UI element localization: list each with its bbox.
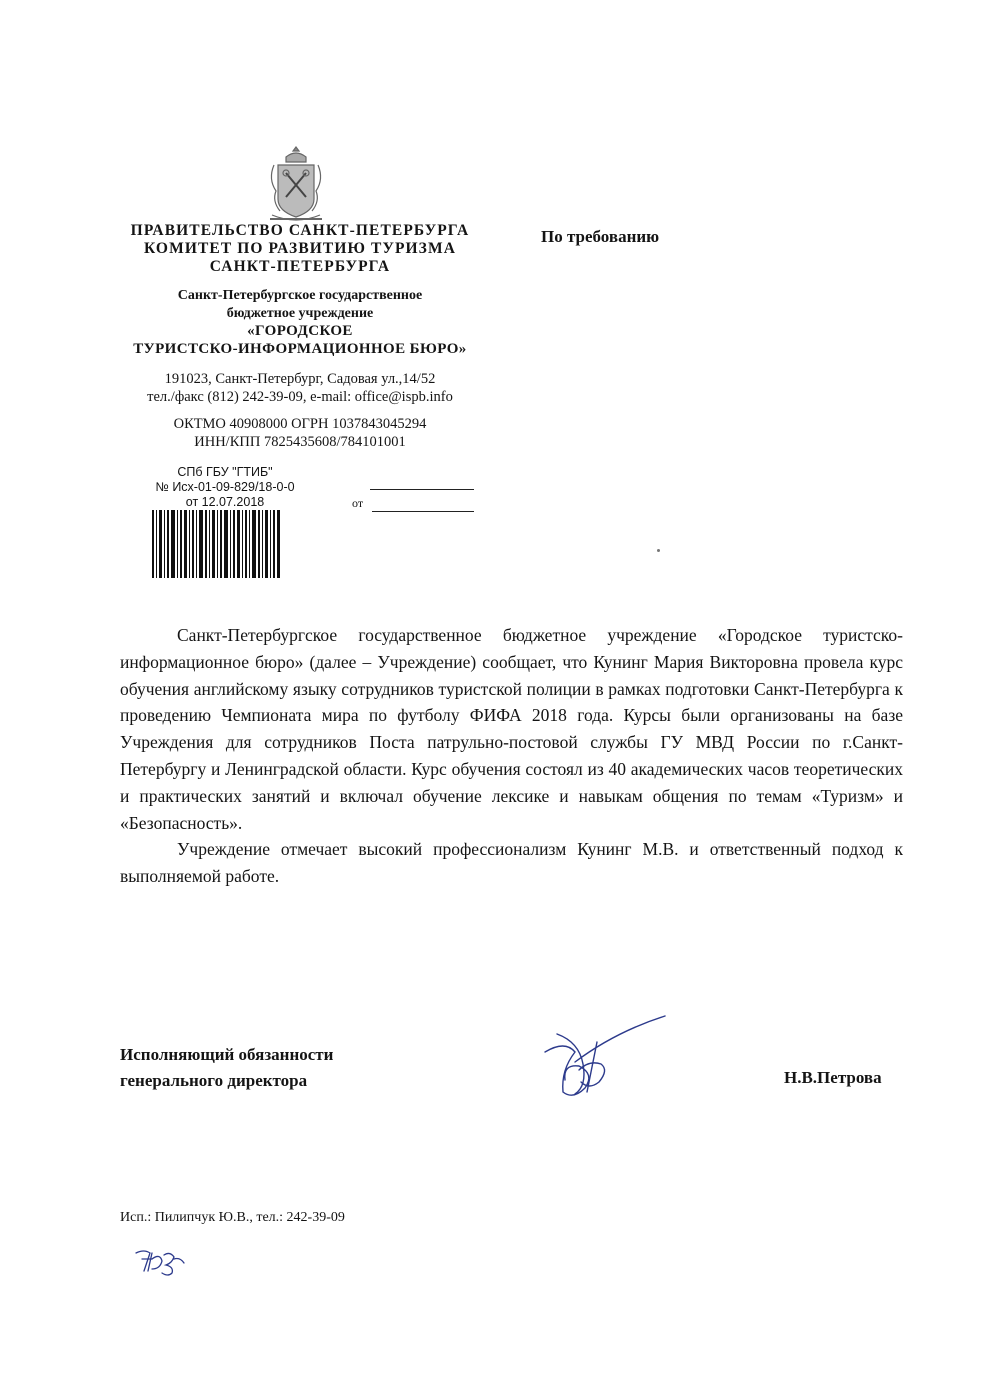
- letter-body: [120, 622, 903, 890]
- stamp-number: № Исх-01-09-829/18-0-0: [155, 480, 295, 494]
- header-codes-inn: ИНН/КПП 7825435608/784101001: [194, 434, 406, 450]
- header-address: 191023, Санкт-Петербург, Садовая ул.,14/52: [164, 371, 436, 387]
- signatory-title-line2: генерального директора: [120, 1071, 308, 1090]
- reference-date-line: [372, 511, 474, 512]
- handwritten-initials: [132, 1245, 187, 1277]
- stamp-organization: СПб ГБУ "ГТИБ": [177, 465, 273, 479]
- signatory-title: [120, 1042, 333, 1094]
- stamp-date: от 12.07.2018: [185, 495, 265, 509]
- body-paragraph-1: Санкт-Петербургское государственное бюджетное учреждение «Городское туристско-информационное бюро» (далее – Учреждение) сообщает, что Кунинг Мария Викторовна провела курс обучения английскому языку сотрудников туристской полиции в рамках подготовки Санкт-Петербурга к проведению Чемпионата мира по футболу ФИФА 2018 года. Курсы были организованы на базе Учреждения для сотрудников Поста патрульно-постовой службы ГУ МВД России по г.Санкт-Петербургу и Ленинградской области. Курс обучения состоял из 40 академических часов теоретических и практических занятий и включал обучение лексике и навыкам общения по темам «Туризм» и «Безопасность».: [120, 625, 903, 833]
- header-government: ПРАВИТЕЛЬСТВО САНКТ-ПЕТЕРБУРГА: [130, 222, 470, 239]
- header-contacts: тел./факс (812) 242-39-09, e-mail: office@ispb.info: [147, 389, 453, 405]
- header-institution-line1: Санкт-Петербургское государственное: [177, 288, 423, 303]
- signatory-title-line1: Исполняющий обязанности: [120, 1045, 334, 1064]
- header-codes-oktmo: ОКТМО 40908000 ОГРН 1037843045294: [173, 416, 427, 432]
- barcode: [152, 510, 280, 578]
- header-institution-line4: ТУРИСТСКО-ИНФОРМАЦИОННОЕ БЮРО»: [133, 341, 467, 357]
- header-committee-city: САНКТ-ПЕТЕРБУРГА: [209, 258, 391, 275]
- signatory-name: Н.В.Петрова: [784, 1068, 882, 1087]
- scan-speck: [657, 549, 660, 552]
- reference-number-line: [370, 489, 474, 490]
- recipient: По требованию: [541, 227, 660, 246]
- header-committee: КОМИТЕТ ПО РАЗВИТИЮ ТУРИЗМА: [143, 240, 456, 257]
- executor-line: Исп.: Пилипчук Ю.В., тел.: 242-39-09: [120, 1210, 345, 1225]
- handwritten-signature: [535, 1012, 675, 1102]
- registration-stamp: [130, 465, 320, 510]
- body-paragraph-2: Учреждение отмечает высокий профессионализм Кунинг М.В. и ответственный подход к выполняемой работе.: [120, 839, 903, 887]
- header-institution-line3: «ГОРОДСКОЕ: [247, 323, 353, 339]
- header-institution-line2: бюджетное учреждение: [226, 306, 374, 321]
- st-petersburg-coat-of-arms-icon: [262, 143, 330, 227]
- reference-from-label: от: [352, 496, 364, 510]
